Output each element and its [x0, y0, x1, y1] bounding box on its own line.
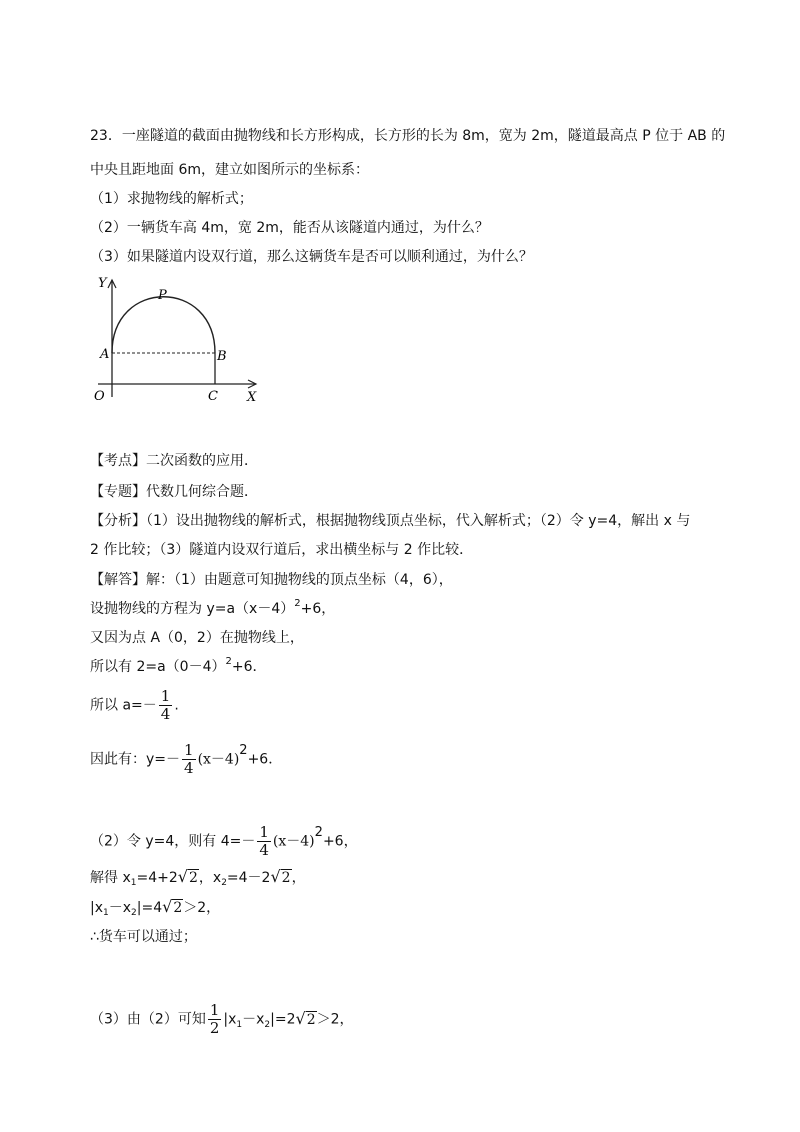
label-o: O [94, 389, 105, 404]
text: +6， [300, 601, 336, 617]
label-c: C [208, 389, 218, 404]
radicand: 2 [281, 870, 291, 886]
solution-line-11 [90, 1002, 354, 1037]
text: |x [90, 900, 104, 916]
text: ， [291, 870, 306, 886]
text: +6． [231, 659, 267, 675]
solution-line-1: 【解答】解：（1）由题意可知抛物线的顶点坐标（4，6）， [90, 572, 453, 588]
sqrt [178, 868, 199, 887]
kaodian: 【考点】二次函数的应用． [90, 453, 258, 469]
solution-line-3: 又因为点 A（0，2）在抛物线上， [90, 630, 304, 646]
label-b: B [217, 349, 227, 364]
subscript: 1 [103, 908, 109, 918]
exponent: 2 [314, 824, 323, 840]
text: －x [108, 900, 132, 916]
subscript: 1 [236, 1019, 243, 1030]
denominator: 2 [209, 1019, 220, 1037]
fraction [257, 824, 271, 859]
text: （3）由（2）可知 [90, 1011, 206, 1028]
text: －x [242, 1011, 265, 1028]
text: |=4 [136, 900, 163, 916]
text: ＞2， [316, 1011, 354, 1028]
numerator: 1 [259, 823, 269, 841]
radical-sign: √ [270, 867, 281, 886]
radical-sign: √ [295, 1008, 306, 1028]
label-p: P [158, 288, 167, 303]
solution-line-5 [90, 688, 179, 723]
label-y: Y [98, 276, 107, 291]
subscript: 2 [264, 1019, 271, 1030]
solution-line-7 [90, 824, 358, 859]
question-part-3: （3）如果隧道内设双行道，那么这辆货车是否可以顺利通过，为什么？ [90, 249, 533, 265]
text: |=2 [270, 1011, 296, 1028]
radicand: 2 [173, 900, 183, 916]
numerator: 1 [160, 687, 171, 705]
text: +6， [322, 833, 358, 850]
solution-line-4 [90, 658, 267, 678]
solution-line-6 [90, 742, 282, 777]
expression: (x－4) [197, 751, 240, 768]
text: +6． [247, 751, 283, 768]
expression: (x－4) [272, 833, 315, 850]
subscript: 2 [131, 908, 137, 918]
subscript: 1 [130, 878, 137, 888]
denominator: 4 [160, 705, 171, 723]
radicand: 2 [188, 870, 198, 886]
fraction [208, 1002, 222, 1037]
sqrt [296, 1010, 317, 1029]
parabola-arc [112, 297, 215, 353]
fenxi-line-2: 2 作比较；（3）隧道内设双行道后，求出横坐标与 2 作比较． [90, 542, 474, 558]
text: =4+2 [136, 870, 178, 886]
text: 解得 x [90, 870, 131, 886]
exponent: 2 [294, 598, 301, 609]
radicand: 2 [306, 1011, 316, 1028]
denominator: 4 [259, 841, 269, 859]
text: 所以 a=－ [90, 697, 157, 714]
solution-line-8 [90, 868, 306, 889]
text: =4－2 [226, 870, 271, 886]
solution-line-2 [90, 600, 335, 620]
fraction [159, 688, 173, 723]
text: . [174, 697, 179, 714]
coordinate-diagram [90, 272, 270, 407]
text: 设抛物线的方程为 y=a（x－4） [90, 601, 295, 617]
text: ＞2， [183, 900, 221, 916]
exponent: 2 [225, 656, 232, 667]
numerator: 1 [184, 741, 194, 759]
numerator: 1 [209, 1001, 220, 1019]
radical-sign: √ [177, 867, 188, 886]
question-line-1: 23．一座隧道的截面由抛物线和长方形构成，长方形的长为 8m，宽为 2m，隧道最高点 P 位于 AB 的 [90, 128, 726, 144]
zhuanti: 【专题】代数几何综合题． [90, 484, 258, 500]
solution-line-10: ∴货车可以通过； [90, 929, 197, 945]
sqrt [270, 868, 291, 887]
label-x: X [247, 390, 257, 405]
text: |x [223, 1011, 237, 1028]
question-line-2: 中央且距地面 6m，建立如图所示的坐标系： [90, 162, 369, 178]
radical-sign: √ [162, 897, 173, 916]
subscript: 2 [221, 878, 227, 888]
fraction [182, 742, 196, 777]
text: 因此有：y=－ [90, 751, 181, 768]
tunnel-figure [90, 272, 270, 411]
sqrt [162, 898, 183, 917]
text: 所以有 2=a（0－4） [90, 659, 226, 675]
exponent: 2 [239, 742, 248, 758]
text: ，x [198, 870, 222, 886]
fenxi-line-1: 【分析】（1）设出抛物线的解析式，根据抛物线顶点坐标，代入解析式；（2）令 y=4，解出 x 与 [90, 513, 691, 529]
question-part-1: （1）求抛物线的解析式； [90, 191, 253, 207]
solution-line-9 [90, 898, 220, 919]
label-a: A [100, 347, 110, 362]
text: （2）令 y=4，则有 4=－ [90, 833, 256, 850]
question-part-2: （2）一辆货车高 4m，宽 2m，能否从该隧道内通过，为什么？ [90, 220, 489, 236]
denominator: 4 [184, 759, 194, 777]
